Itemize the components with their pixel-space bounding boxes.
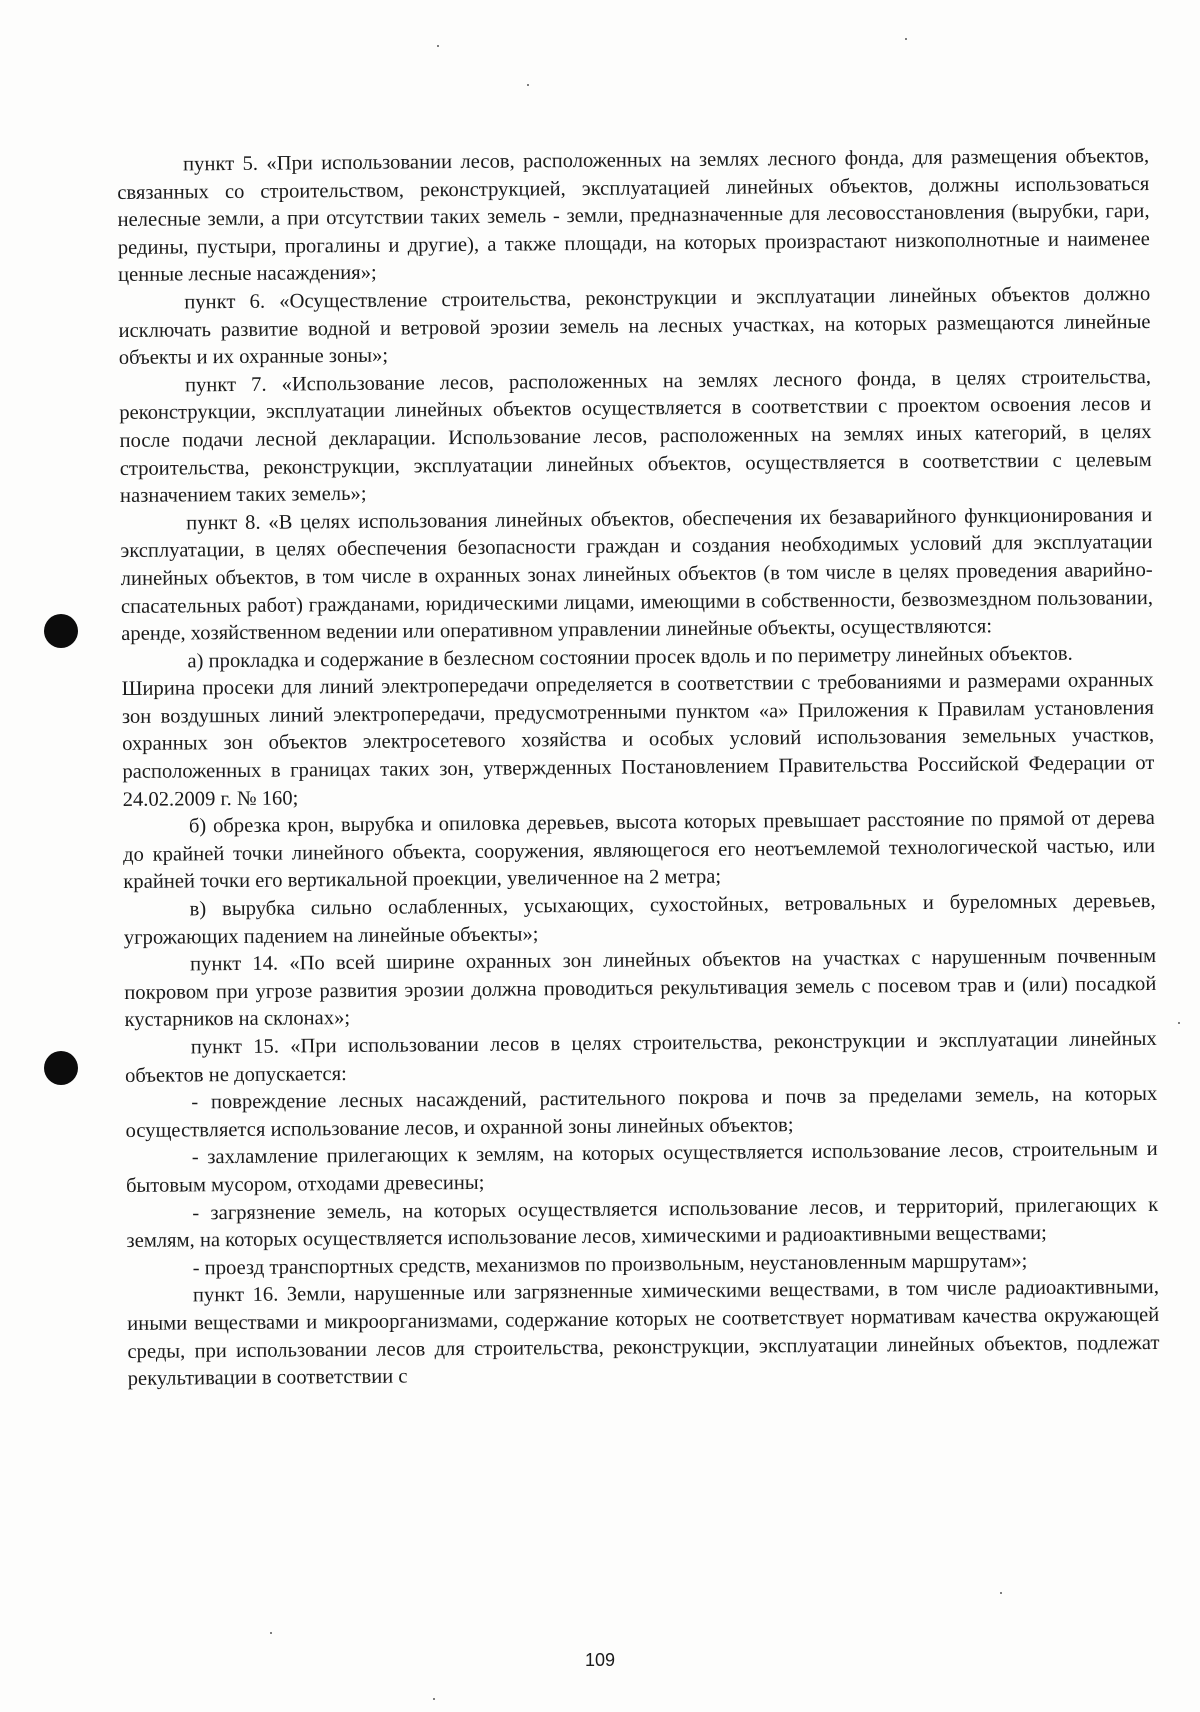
paragraph-prohibition-littering: - захламление прилегающих к землям, на которых осуществляется использование лесов, строительным и бытовым мусором, отходами древесины; — [125, 1138, 1158, 1197]
scan-speck — [433, 1698, 435, 1700]
scan-speck — [905, 38, 907, 40]
page-number: 109 — [584, 1650, 616, 1670]
paragraph-punkt-14: пункт 14. «По всей ширине охранных зон линейных объектов на участках с нарушенным почвенным покровом при угрозе развития эрозии должна проводиться рекультивация земель с посевом трав и (или) посадкой кустарников на склонах»; — [124, 945, 1157, 1032]
paragraph-prohibition-driving: - проезд транспортных средств, механизмов по произвольным, неустановленным маршрутам»; — [192, 1249, 1028, 1280]
paragraph-punkt-8: пункт 8. «В целях использования линейных объектов, обеспечения их безаварийного функционирования и эксплуатации, в целях обеспечения безопасности граждан и создания необходимых условий для эксплуатации линейных объектов, в том числе в охранных зонах линейных объектов (в том числе в целях проведения аварийно-спасательных работ) гражданами, юридическими лицами, имеющими в собственности, безвозмездном пользовании, аренде, хозяйственном ведении или оперативном управлении линейные объекты, осуществляются: — [120, 503, 1154, 646]
paragraph-clearing-width: Ширина просеки для линий электропередачи определяется в соответствии с требованиями и размерами охранных зон воздушных линий электропередачи, предусмотренными пунктом «а» Приложения к Правилам установления охранных зон объектов электросетевого хозяйства и особых условий использования земельных участков, расположенных в границах таких зон, утвержденных Постановлением Правительства Российской Федерации от 24.02.2009 г. № 160; — [121, 669, 1155, 811]
scan-speck — [527, 84, 529, 86]
scan-speck — [1178, 1022, 1180, 1024]
paragraph-prohibition-pollution: - загрязнение земель, на которых осуществляется использование лесов, и территорий, прилегающих к землям, на которых осуществляется использование лесов, химическими и радиоактивными веществами; — [126, 1193, 1159, 1253]
scan-speck — [1000, 1592, 1002, 1594]
paragraph-punkt-16: пункт 16. Земли, нарушенные или загрязненные химическими веществами, в том числе радиоактивными, иными веществами и микроорганизмами, содержание которых не соответствует нормативам качества окружающей среды, при использовании лесов для строительства, реконструкции, эксплуатации линейных объектов, подлежат рекультивации в соответствии с — [127, 1276, 1160, 1391]
paragraph-punkt-5: пункт 5. «При использовании лесов, расположенных на землях лесного фонда, для размещения объектов, связанных со строительством, реконструкцией, эксплуатацией линейных объектов, должны использоваться нелесные земли, а при отсутствии таких земель - земли, предназначенные для лесовосстановления (вырубки, гари, редины, пустыри, прогалины и другие), а также площади, на которых произрастают низкополнотные и наименее ценные лесные насаждения»; — [117, 144, 1150, 287]
scan-speck — [270, 1632, 272, 1634]
paragraph-prohibition-damage: - повреждение лесных насаждений, растительного покрова и почв за пределами земель, на которых осуществляется использование лесов, и охранной зоны линейных объектов; — [125, 1083, 1158, 1142]
paragraph-punkt-7: пункт 7. «Использование лесов, расположенных на землях лесного фонда, в целях строительства, реконструкции, эксплуатации линейных объектов осуществляется в соответствии с проектом освоения лесов и после подачи лесной декларации. Использование лесов, расположенных на землях иных категорий, в целях строительства, реконструкции, эксплуатации линейных объектов, осуществляется в соответствии с целевым назначением таких земель»; — [119, 365, 1152, 508]
paragraph-item-b: б) обрезка крон, вырубка и опиловка деревьев, высота которых превышает расстояние по прямой от дерева до крайней точки линейного объекта, сооружения, являющегося его неотъемлемой технологической частью, или крайней точки его вертикальной проекции, увеличенное на 2 метра; — [123, 807, 1156, 894]
punch-hole-upper — [44, 614, 78, 648]
punch-hole-lower — [44, 1051, 78, 1085]
paragraph-punkt-15: пункт 15. «При использовании лесов в целях строительства, реконструкции и эксплуатации линейных объектов не допускается: — [124, 1027, 1157, 1087]
paragraph-item-a: а) прокладка и содержание в безлесном состоянии просек вдоль и по периметру линейных объектов. — [187, 642, 1073, 673]
paragraph-punkt-6: пункт 6. «Осуществление строительства, реконструкции и эксплуатации линейных объектов должно исключать развитие водной и ветровой эрозии земель на лесных участках, на которых размещаются линейные объекты и их охранные зоны»; — [118, 282, 1151, 370]
paragraph-item-v: в) вырубка сильно ослабленных, усыхающих, сухостойных, ветровальных и буреломных деревьев, угрожающих падением на линейные объекты»; — [123, 889, 1156, 949]
document-body — [117, 143, 1160, 1394]
scan-speck — [437, 45, 439, 47]
